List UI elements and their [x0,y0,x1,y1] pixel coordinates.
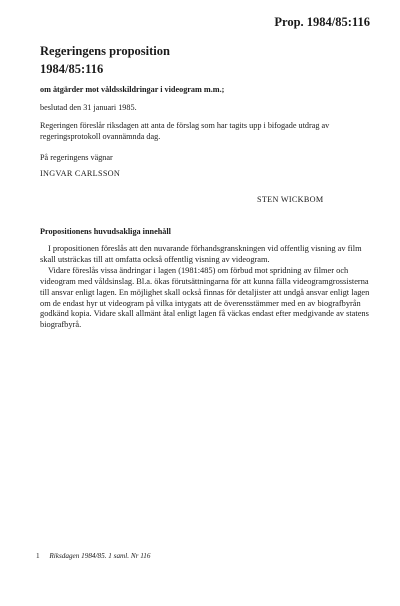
decision-date: beslutad den 31 januari 1985. [40,103,137,112]
footer-source: Riksdagen 1984/85. 1 saml. Nr 116 [49,552,151,560]
intro-paragraph: Regeringen föreslår riksdagen att anta de förslag som har tagits upp i bifogade utdrag av regeringsprotokoll ovannämnda dag. [40,121,330,141]
prime-minister-signature: INGVAR CARLSSON [40,169,121,178]
summary-paragraph-1: I propositionen föreslås att den nuvarande förhandsgranskningen vid offentlig visning av film skall utsträckas till att omfatta också offentlig visning av videogram. [40,244,362,264]
summary-paragraph-2: Vidare föreslås vissa ändringar i lagen (1981:485) om förbud mot spridning av filmer och videogram med våldsinslag. Bl.a. ökas förutsättningarna för att kunna fälla videogramgrossisterna till ansvar enligt lagen. En möjlighet skall också finnas för detaljister att undgå ansvar enligt lagen om de endast hyr ut videogram på vilka intygats att de överensstämmer med en av biografbyrån godkänd kopia. Vidare skall allmänt åtal enligt lagen få väckas endast efter medgivande av statens biografbyrå. [40,265,370,330]
summary-body [40,244,370,331]
on-behalf-line: På regeringens vägnar [40,153,113,162]
proposition-number: Prop. 1984/85:116 [274,15,370,29]
page-footer [36,552,150,560]
page-number: 1 [36,552,40,560]
title-line-1: Regeringens proposition [40,44,170,58]
proposition-subject: om åtgärder mot våldsskildringar i videogram m.m.; [40,85,225,94]
minister-signature: STEN WICKBOM [257,195,324,204]
summary-heading: Propositionens huvudsakliga innehåll [40,227,171,236]
title-line-2: 1984/85:116 [40,62,104,76]
document-title [40,42,170,78]
